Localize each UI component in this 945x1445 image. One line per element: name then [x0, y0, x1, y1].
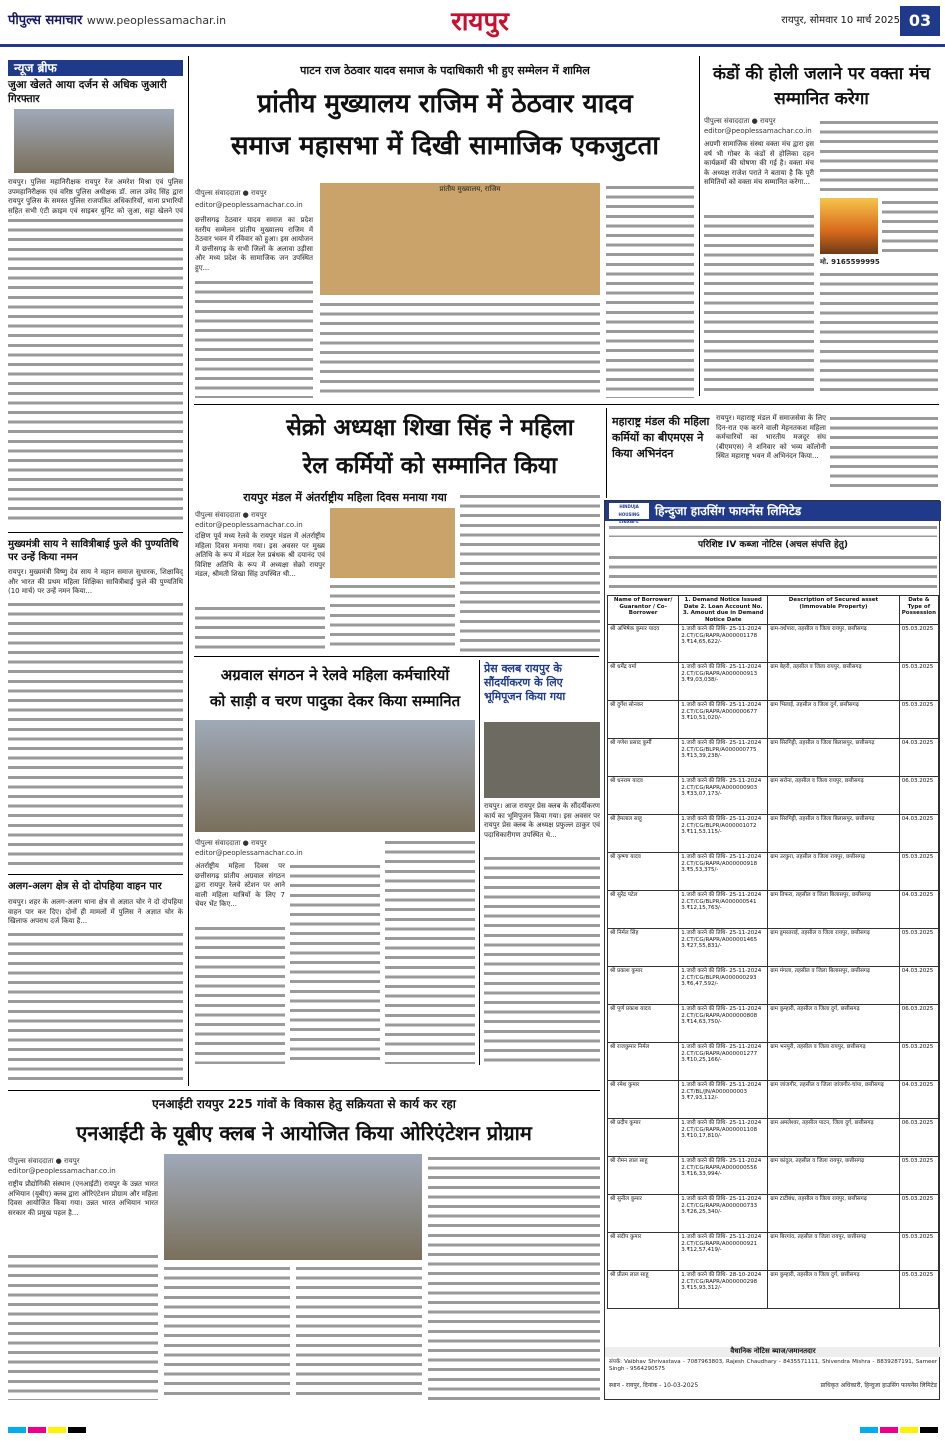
rail-body: दक्षिण पूर्व मध्य रेलवे के रायपुर मंडल में अंतर्राष्ट्रीय महिला दिवस मनाया गया। इस अवसर पर मुख्य अतिथि के रूप में मंडल रेल प्रबंधक श्री दयानंद एवं विशिष्ट अतिथि के रूप में अध्यक्षा सेक्रो रायपुर मंडल, श्रीमती शिखा सिंह उपस्थित थी...: [195, 532, 325, 579]
maharashtra-headline: महाराष्ट्र मंडल की महिला कर्मियों का बीएमएस ने किया अभिनंदन: [612, 415, 710, 460]
agrawal-headline-line2: को साड़ी व चरण पादुका देकर किया सम्मानित: [209, 692, 461, 710]
notice-row: [608, 625, 939, 663]
notice-row: [608, 1119, 939, 1157]
holi-headline: कंडों की होली जलाने पर वक्ता मंच सम्मानित करेगा: [712, 64, 931, 109]
notice-row: [608, 1043, 939, 1081]
brand-name: पीपुल्स समाचार: [8, 13, 83, 28]
brief-body-theft-continued: [8, 930, 183, 1080]
page-number: 03: [900, 6, 940, 36]
notice-cell-date: 04.03.2025: [899, 1081, 938, 1119]
nit-group-photo: [164, 1154, 422, 1260]
notice-cell-name: श्री सुरेंद्र पटेल: [608, 891, 679, 929]
holi-email[interactable]: editor@peoplessamachar.co.in: [704, 127, 812, 135]
rail-kicker: रायपुर मंडल में अंतर्राष्ट्रीय महिला दिवस मनाया गया: [243, 491, 447, 504]
notice-cell-name: श्री संदीप कुमार: [608, 1233, 679, 1271]
notice-contacts: संपर्क: Vaibhav Shrivastava - 7087963803, Rajesh Chaudhary - 8435571111, Shivendra Mishra - 8839287191, Sameer Singh - 9564290575: [609, 1359, 937, 1372]
rail-headline-line1: सेक्रो अध्यक्षा शिखा सिंह ने महिला: [286, 415, 574, 441]
notice-cell-asset: ग्राम अमलेश्वर, तहसील पाटन, जिला दुर्ग, छत्तीसगढ़: [768, 1119, 900, 1157]
notice-cell-asset: ग्राम सिरगिट्टी, तहसील व जिला बिलासपुर, छत्तीसगढ़: [768, 739, 900, 777]
rail-headline-line2: रेल कर्मियों को सम्मानित किया: [302, 453, 558, 479]
col-possession-date: Date & Type of Possession: [899, 596, 938, 625]
rail-body-continued: [195, 604, 325, 652]
site-url[interactable]: www.peoplessamachar.in: [86, 14, 227, 27]
agrawal-body-continued: [195, 924, 285, 1064]
lead-body-col2: [320, 300, 600, 398]
notice-address: [609, 523, 937, 537]
holi-byline: पीपुल्स संवाददाता ● रायपुर: [704, 117, 776, 125]
section-title: रायपुर: [451, 7, 509, 37]
notice-cell-asset: ग्राम उरकुरा, तहसील व जिला रायपुर, छत्तीसगढ़: [768, 853, 900, 891]
notice-cell-asset: ग्राम तिफरा, तहसील व जिला बिलासपुर, छत्तीसगढ़: [768, 891, 900, 929]
notice-cell-notice: 1.जारी करने की तिथि- 25-11-2024 2.CT/CG/RAPR/A000000918 3.₹5,53,375/-: [679, 853, 768, 891]
rail-byline: पीपुल्स संवाददाता ● रायपुर: [195, 511, 267, 519]
notice-cell-notice: 1.जारी करने की तिथि- 25-11-2024 2.CT/CG/BLPR/A000000541 3.₹12,15,763/-: [679, 891, 768, 929]
notice-row: [608, 663, 939, 701]
holi-body-col2: [820, 118, 938, 198]
registration-marks-left: [8, 1418, 208, 1428]
notice-cell-notice: 1.जारी करने की तिथि- 25-11-2024 2.CT/CG/RAPR/A000001178 3.₹14,65,622/-: [679, 625, 768, 663]
pressclub-headline: प्रेस क्लब रायपुर के सौंदर्यीकरण के लिए भूमिपूजन किया गया: [484, 662, 566, 703]
possession-notice: [604, 500, 940, 1400]
holi-body-col2b: [882, 198, 938, 254]
brief-headline-gambling: जुआ खेलते आया दर्जन से अधिक जुआरी गिरफ्तार: [8, 79, 167, 105]
column-divider: [606, 408, 607, 498]
notice-cell-name: श्री धनराम यादव: [608, 777, 679, 815]
holi-contact: मो. 9165599995: [820, 258, 880, 266]
notice-preamble: [609, 553, 937, 593]
notice-cell-date: 06.03.2025: [899, 1119, 938, 1157]
maharashtra-body: रायपुर। महाराष्ट्र मंडल में समाजसेवा के लिए दिन-रात एक करने वाली मेहनतकश महिला कर्मचारियों का भारतीय मजदूर संघ (बीएमएस) ने शनिवार को भव्य कॉलोनी स्थित महाराष्ट्र भवन में अभिनंदन किया...: [716, 414, 826, 461]
notice-row: [608, 929, 939, 967]
brief-body-gambling: रायपुर। पुलिस महानिरीक्षक रायपुर रेंज अमरेश मिश्रा एवं पुलिस उपमहानिरीक्षक एवं वरिष्ठ पुलिस अधीक्षक डॉ. लाल उमेद सिंह द्वारा रायपुर पुलिस के समस्त पुलिस राजपत्रित अधिकारियों, थाना प्रभारियों सहित सभी एंटी क्राइम एवं साइबर यूनिट को जुआ, सट्टा खेलने एवं: [8, 178, 183, 215]
notice-cell-name: श्री निर्मल सिंह: [608, 929, 679, 967]
holi-body-continued: [704, 212, 814, 392]
nit-body-col4: [428, 1154, 600, 1400]
brief-headline-vehicle-theft: अलग-अलग क्षेत्र से दो दोपहिया वाहन पार: [8, 881, 162, 892]
notice-cell-name: श्री गणेश प्रसाद कुर्मी: [608, 739, 679, 777]
notice-cell-notice: 1.जारी करने की तिथि- 25-11-2024 2.CT/CG/RAPR/A000000808 3.₹14,63,750/-: [679, 1005, 768, 1043]
nit-kicker: एनआईटी रायपुर 225 गांवों के विकास हेतु सक्रियता से कार्य कर रहा: [152, 1097, 456, 1111]
notice-cell-date: 05.03.2025: [899, 663, 938, 701]
brief-body-savitribai-continued: [8, 600, 183, 870]
agrawal-body-col2: [290, 862, 380, 1064]
nit-headline: एनआईटी के यूबीए क्लब ने आयोजित किया ओरिएंटेशन प्रोग्राम: [76, 1121, 532, 1145]
brief-body-savitribai: रायपुर। मुख्यमंत्री विष्णु देव साय ने महान समाज सुधारक, शिक्षाविद् और भारत की प्रथम महिला शिक्षिका सावित्रीबाई फुले की पुण्यतिथि (10 मार्च) पर उन्हें नमन किया...: [8, 568, 183, 596]
notice-title: परिशिष्ट IV कब्जा नोटिस (अचल संपत्ति हेतु): [698, 540, 848, 550]
notice-cell-notice: 1.जारी करने की तिथि- 25-11-2024 2.CT/CG/RAPR/A000000913 3.₹9,03,038/-: [679, 663, 768, 701]
col-borrower: Name of Borrower/ Guarantor / Co-Borrower: [608, 596, 679, 625]
notice-cell-notice: 1.जारी करने की तिथि- 25-11-2024 2.CT/CG/RAPR/A000000921 3.₹12,57,419/-: [679, 1233, 768, 1271]
notice-cell-name: श्री प्रदीप कुमार: [608, 1119, 679, 1157]
notice-cell-date: 05.03.2025: [899, 1157, 938, 1195]
agrawal-body: अंतर्राष्ट्रीय महिला दिवस पर छत्तीसगढ़ प्रांतीय अग्रवाल संगठन द्वारा रायपुर रेलवे स्टेशन पर आने वाली महिला यात्रियों के लिए 7 चेयर भेंट किए...: [195, 862, 285, 909]
notice-cell-asset: ग्राम टाटीबंध, तहसील व जिला रायपुर, छत्तीसगढ़: [768, 1195, 900, 1233]
notice-cell-notice: 1.जारी करने की तिथि- 25-11-2024 2.CT/CG/RAPR/A000000903 3.₹33,07,173/-: [679, 777, 768, 815]
agrawal-body-col3: [385, 838, 475, 1064]
notice-cell-asset: ग्राम बिरगांव, तहसील व जिला रायपुर, छत्तीसगढ़: [768, 1233, 900, 1271]
notice-row: [608, 1005, 939, 1043]
lead-body-col3: [606, 183, 694, 398]
notice-cell-name: श्री रोमन लाल साहू: [608, 1157, 679, 1195]
notice-cell-name: श्री राजकुमार निर्मल: [608, 1043, 679, 1081]
column-divider: [188, 56, 189, 1086]
rail-body-col3: [460, 492, 600, 652]
hinduja-logo: HINDUJA HOUSING: [609, 503, 649, 519]
notice-cell-date: 04.03.2025: [899, 739, 938, 777]
notice-cell-notice: 1.जारी करने की तिथि- 25-11-2024 2.CT/CG/RAPR/A000000733 3.₹26,25,340/-: [679, 1195, 768, 1233]
nit-body-col3: [296, 1264, 422, 1400]
notice-cell-asset: ग्राम कुम्हारी, तहसील व जिला दुर्ग, छत्तीसगढ़: [768, 1271, 900, 1309]
notice-header: [605, 501, 941, 521]
agrawal-headline-line1: अग्रवाल संगठन ने रेलवे महिला कर्मचारियों: [220, 666, 450, 684]
notice-cell-notice: 1.जारी करने की तिथि- 25-11-2024 2.CT/BL/JN/A000000003 3.₹7,93,112/-: [679, 1081, 768, 1119]
notice-cell-notice: 1.जारी करने की तिथि- 25-11-2024 2.CT/CG/RAPR/A000001465 3.₹27,55,831/-: [679, 929, 768, 967]
notice-cell-notice: 1.जारी करने की तिथि- 25-11-2024 2.CT/CG/RAPR/A000001277 3.₹10,25,166/-: [679, 1043, 768, 1081]
nit-body: राष्ट्रीय प्रौद्योगिकी संस्थान (एनआईटी) रायपुर के उन्नत भारत अभियान (यूबीए) क्लब द्वारा ओरिएंटेशन प्रोग्राम और महिला दिवस आयोजित किया गया। उन्नत भारत अभियान भारत सरकार की प्रमुख पहल है...: [8, 1180, 158, 1217]
notice-row: [608, 701, 939, 739]
notice-cell-date: 06.03.2025: [899, 1005, 938, 1043]
lead-headline-line2: समाज महासभा में दिखी सामाजिक एकजुटता: [230, 131, 660, 161]
nit-body-col2: [164, 1264, 290, 1400]
lead-kicker: पाटन राज ठेठवार यादव समाज के पदाधिकारी भी हुए सम्मेलन में शामिल: [195, 62, 695, 80]
dateline: रायपुर, सोमवार 10 मार्च 2025: [781, 15, 900, 26]
holi-bonfire-photo: [820, 198, 878, 254]
notice-footer-title: वैधानिक नोटिस ब्याज/जमानतदार: [605, 1347, 941, 1357]
notice-cell-date: 05.03.2025: [899, 701, 938, 739]
notice-row: [608, 1081, 939, 1119]
rail-award-photo: [330, 508, 455, 578]
brief-body-continued: [8, 216, 183, 526]
photo-banner-caption: प्रांतीय मुख्यालय, राजिम: [439, 185, 501, 193]
column-divider: [479, 660, 480, 1065]
news-brief-label: न्यूज ब्रीफ: [8, 60, 183, 76]
rail-email[interactable]: editor@peoplessamachar.co.in: [195, 521, 303, 529]
notice-cell-asset: ग्राम कुम्हारी, तहसील व जिला दुर्ग, छत्तीसगढ़: [768, 1005, 900, 1043]
lead-headline-line1: प्रांतीय मुख्यालय राजिम में ठेठवार यादव: [257, 89, 633, 119]
notice-cell-asset: ग्राम डूमरतराई, तहसील व जिला रायपुर, छत्तीसगढ़: [768, 929, 900, 967]
notice-row: [608, 1271, 939, 1309]
notice-place-date: स्थान - रायपुर, दिनांक - 10-03-2025: [609, 1382, 699, 1389]
notice-cell-date: 04.03.2025: [899, 891, 938, 929]
notice-cell-asset: ग्राम भनपुरी, तहसील व जिला रायपुर, छत्तीसगढ़: [768, 1043, 900, 1081]
section-divider: [8, 1090, 600, 1091]
notice-cell-name: श्री हेमलाल साहू: [608, 815, 679, 853]
lead-byline: पीपुल्स संवाददाता ● रायपुर: [195, 189, 267, 197]
notice-cell-notice: 1.जारी करने की तिथि- 25-11-2024 2.CT/CG/BLPR/A000000775 3.₹13,39,238/-: [679, 739, 768, 777]
notice-row: [608, 853, 939, 891]
notice-cell-asset: ग्राम-वर्धपारा, तहसील व जिला रायपुर, छत्तीसगढ़: [768, 625, 900, 663]
notice-cell-date: 05.03.2025: [899, 625, 938, 663]
notice-cell-notice: 1.जारी करने की तिथि- 25-11-2024 2.CT/CG/RAPR/A000001108 3.₹10,17,810/-: [679, 1119, 768, 1157]
notice-cell-name: श्री अभिषेक कुमार यादव: [608, 625, 679, 663]
notice-company: हिन्दुजा हाउसिंग फायनेंस लिमिटेड: [655, 504, 802, 518]
section-divider: [194, 656, 599, 657]
notice-row: [608, 967, 939, 1005]
nit-email[interactable]: editor@peoplessamachar.co.in: [8, 1167, 116, 1175]
col-demand-notice: 1. Demand Notice Issued Date 2. Loan Account No. 3. Amount due in Demand Notice Date: [679, 596, 768, 625]
notice-cell-asset: ग्राम बेहरी, तहसील व जिला रायपुर, छत्तीसगढ़: [768, 663, 900, 701]
lead-email[interactable]: editor@peoplessamachar.co.in: [195, 201, 303, 209]
lead-body-continued: [195, 278, 313, 398]
pressclub-bhoomipujan-photo: [484, 722, 600, 798]
notice-cell-name: श्री सुनील कुमार: [608, 1195, 679, 1233]
notice-cell-notice: 1.जारी करने की तिथि- 25-11-2024 2.CT/CG/RAPR/A000000677 3.₹10,51,020/-: [679, 701, 768, 739]
notice-cell-asset: ग्राम जांजगीर, तहसील व जिला जांजगीर-चांपा, छत्तीसगढ़: [768, 1081, 900, 1119]
notice-cell-date: 05.03.2025: [899, 929, 938, 967]
pressclub-body: रायपुर। आज रायपुर प्रेस क्लब के सौंदर्यीकरण कार्य का भूमिपूजन किया गया। इस अवसर पर रायपुर प्रेस क्लब के अध्यक्ष प्रफुल्ल ठाकुर एवं पदाधिकारीगण उपस्थित थे...: [484, 802, 600, 839]
notice-cell-notice: 1.जारी करने की तिथि- 25-11-2024 2.CT/CG/BLPR/A000000293 3.₹6,47,592/-: [679, 967, 768, 1005]
brief-headline-savitribai: मुख्यमंत्री साय ने सावित्रीबाई फुले की पुण्यतिथि पर उन्हें किया नमन: [8, 539, 179, 563]
notice-cell-asset: ग्राम सरोना, तहसील व जिला रायपुर, छत्तीसगढ़: [768, 777, 900, 815]
pressclub-body-continued: [484, 854, 600, 1064]
notice-cell-notice: 1.जारी करने की तिथि- 25-11-2024 2.CT/CG/BLPR/A000001072 3.₹11,53,115/-: [679, 815, 768, 853]
holi-body: अग्रणी सामाजिक संस्था वक्ता मंच द्वारा इस वर्ष भी गोबर के कंडों से होलिका दहन कार्यक्रमों की घोषणा की गई है। वक्ता मंच के अध्यक्ष राजेश पराते ने बताया है कि पूरी समितियों को वक्ता मंच सम्मानित करेगा...: [704, 140, 814, 187]
arrested-gamblers-photo: [14, 109, 174, 173]
notice-row: [608, 1195, 939, 1233]
notice-signatory: प्राधिकृत अधिकारी, हिन्दुजा हाउसिंग फायनेंस लिमिटेड: [820, 1382, 937, 1389]
notice-cell-date: 05.03.2025: [899, 1271, 938, 1309]
col-asset: Description of Secured asset (Immovable Property): [768, 596, 900, 625]
masthead-logo: [8, 6, 308, 36]
notice-cell-date: 05.03.2025: [899, 1233, 938, 1271]
divider: [8, 532, 183, 533]
notice-cell-name: श्री धर्मेंद्र वर्मा: [608, 663, 679, 701]
agrawal-email[interactable]: editor@peoplessamachar.co.in: [195, 849, 303, 857]
agrawal-event-photo: [195, 720, 475, 832]
notice-cell-name: श्री पूर्ण प्रकाश यादव: [608, 1005, 679, 1043]
nit-body-continued: [8, 1252, 158, 1400]
nit-byline: पीपुल्स संवाददाता ● रायपुर: [8, 1157, 80, 1165]
rail-body-col2: [330, 582, 455, 652]
notice-row: [608, 815, 939, 853]
notice-cell-name: श्री प्रकाश कुमार: [608, 967, 679, 1005]
notice-cell-asset: ग्राम सिरगिट्टी, तहसील व जिला बिलासपुर, छत्तीसगढ़: [768, 815, 900, 853]
notice-row: [608, 1233, 939, 1271]
notice-cell-name: श्री रमेश कुमार: [608, 1081, 679, 1119]
notice-cell-date: 05.03.2025: [899, 1043, 938, 1081]
brief-body-vehicle-theft: रायपुर। शहर के अलग-अलग थाना क्षेत्र से अज्ञात चोर ने दो दोपहिया वाहन पार कर दिए। दोनों ही मामलों में पुलिस ने अज्ञात चोर के खिलाफ अपराध दर्ज किया है...: [8, 898, 183, 926]
holi-body-col2c: [820, 270, 938, 392]
column-divider: [699, 56, 700, 396]
masthead-rule: [0, 44, 945, 47]
notice-cell-name: श्री कृष्णा यादव: [608, 853, 679, 891]
notice-cell-date: 04.03.2025: [899, 967, 938, 1005]
notice-cell-name: श्री दुर्गेश सोनकर: [608, 701, 679, 739]
lead-event-photo: [320, 183, 600, 295]
notice-row: [608, 891, 939, 929]
maharashtra-body-col2: [830, 414, 938, 492]
notice-row: [608, 739, 939, 777]
registration-marks-right: [740, 1418, 940, 1428]
notice-cell-notice: 1.जारी करने की तिथि- 25-11-2024 2.CT/CG/RAPR/A000000556 3.₹16,33,994/-: [679, 1157, 768, 1195]
notice-cell-date: 05.03.2025: [899, 1195, 938, 1233]
notice-cell-asset: ग्राम कांदुल, तहसील व जिला रायपुर, छत्तीसगढ़: [768, 1157, 900, 1195]
notice-cell-date: 06.03.2025: [899, 777, 938, 815]
notice-cell-asset: ग्राम भिलाई, तहसील व जिला दुर्ग, छत्तीसगढ़: [768, 701, 900, 739]
section-divider: [194, 404, 939, 405]
notice-row: [608, 1157, 939, 1195]
lead-body: छत्तीसगढ़ ठेठवार यादव समाज का प्रदेश स्तरीय सम्मेलन प्रांतीय मुख्यालय राजिम में ठेठवार भवन में रविवार को हुआ। इस आयोजन में छत्तीसगढ़ के सभी जिलों के अलावा उड़ीसा और मध्य प्रदेश के सामाजिक जन उपस्थित हुए...: [195, 216, 313, 272]
notice-cell-date: 05.03.2025: [899, 853, 938, 891]
notice-row: [608, 777, 939, 815]
notice-cell-name: श्री प्रीतम लाल साहू: [608, 1271, 679, 1309]
divider: [8, 874, 183, 875]
notice-table: [607, 595, 939, 1343]
agrawal-byline: पीपुल्स संवाददाता ● रायपुर: [195, 839, 267, 847]
notice-cell-notice: 1.जारी करने की तिथि- 28-10-2024 2.CT/CG/RAPR/A000000298 3.₹15,93,312/-: [679, 1271, 768, 1309]
notice-cell-asset: ग्राम मंगला, तहसील व जिला बिलासपुर, छत्तीसगढ़: [768, 967, 900, 1005]
notice-cell-date: 04.03.2025: [899, 815, 938, 853]
